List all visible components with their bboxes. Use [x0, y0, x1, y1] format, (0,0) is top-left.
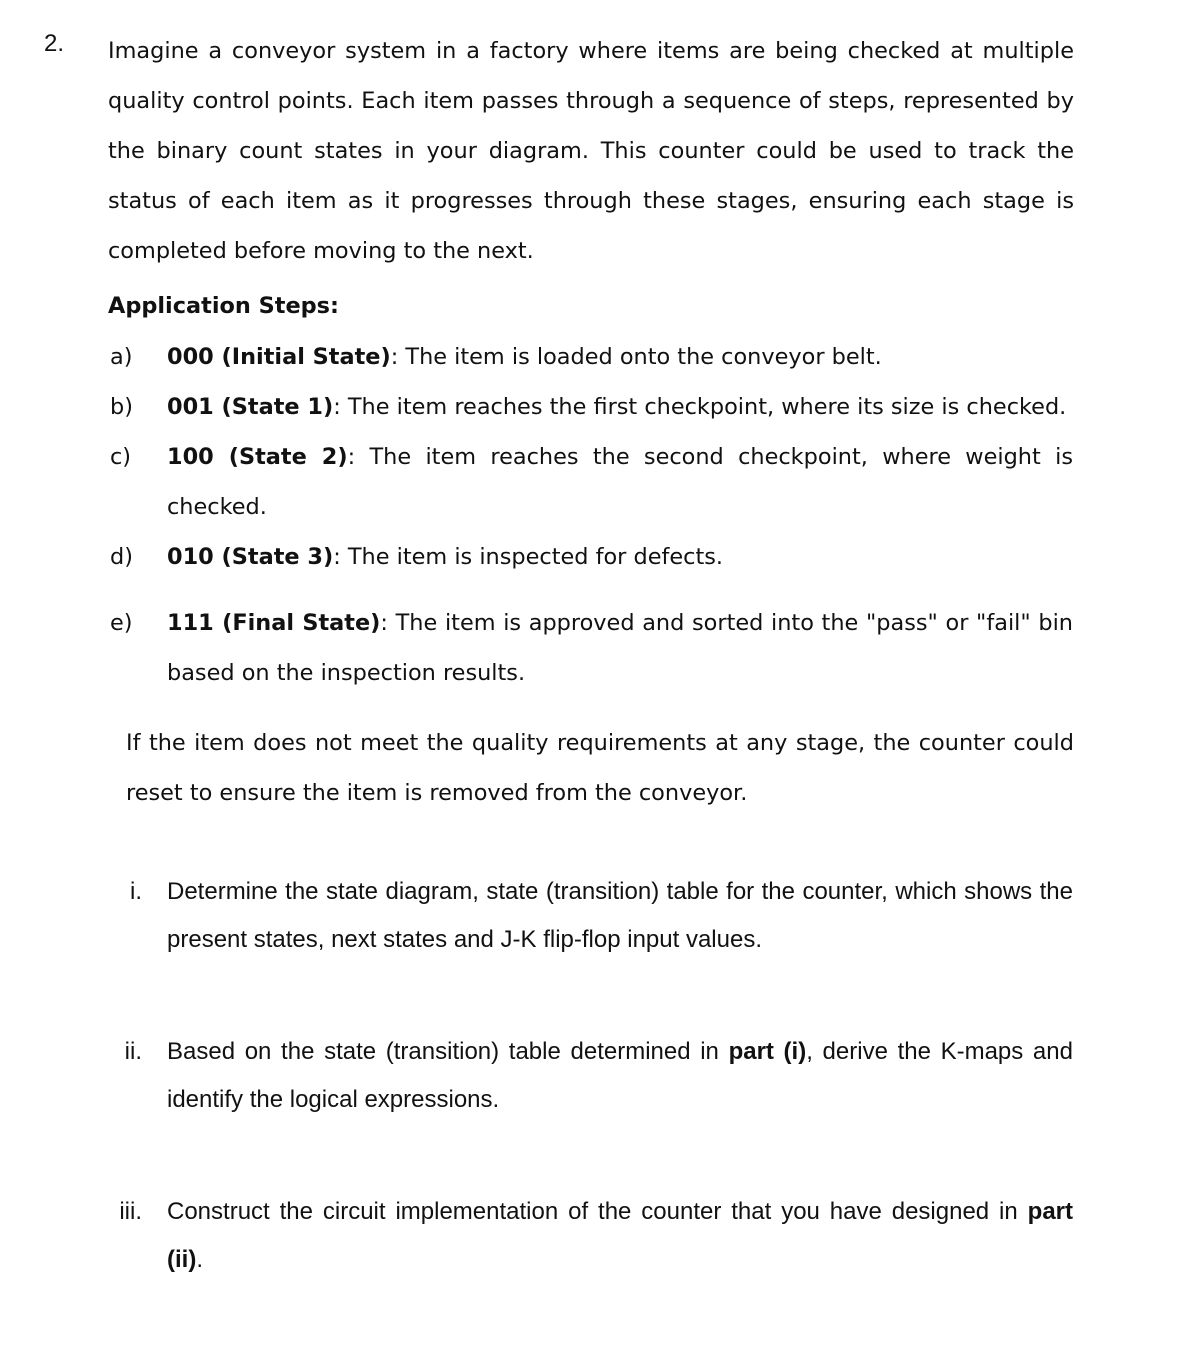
reset-note: If the item does not meet the quality requirements at any stage, the counter could reset to ensure the item is removed from the conveyor. [126, 730, 1074, 806]
step-c [167, 432, 1073, 532]
step-state: 100 (State 2) [167, 444, 348, 470]
question-text-end: , derive the K-maps and identify the logical expressions. [167, 1038, 1073, 1113]
step-label-d: d) [110, 544, 133, 570]
step-description: : The item reaches the second checkpoint, where weight is checked. [167, 444, 1073, 520]
step-label-b: b) [110, 394, 133, 420]
question-label-ii: ii. [124, 1038, 142, 1065]
step-state: 111 (Final State) [167, 610, 381, 636]
application-steps-heading: Application Steps: [108, 293, 339, 319]
step-a [167, 332, 1073, 382]
question-number: 2. [44, 30, 65, 57]
step-state: 001 (State 1) [167, 394, 334, 420]
question-text: Construct the circuit implementation of the counter that you have designed in [167, 1198, 1028, 1225]
step-description: : The item is approved and sorted into the "pass" or "fail" bin based on the inspection results. [167, 610, 1073, 686]
step-description: : The item is inspected for defects. [333, 544, 724, 570]
question-text: Determine the state diagram, state (transition) table for the counter, which shows the present states, next states and J-K flip-flop input values. [167, 878, 1073, 953]
step-description: : The item reaches the first checkpoint, where its size is checked. [333, 394, 1067, 420]
step-d [167, 532, 1073, 582]
step-label-e: e) [110, 610, 133, 636]
step-label-c: c) [110, 444, 132, 470]
question-i [167, 868, 1073, 964]
step-state: 000 (Initial State) [167, 344, 391, 370]
step-e [167, 598, 1073, 698]
step-b [167, 382, 1073, 432]
question-iii [167, 1188, 1073, 1284]
question-label-i: i. [130, 878, 142, 905]
question-text: Based on the state (transition) table determined in [167, 1038, 729, 1065]
question-text-end: . [196, 1246, 203, 1273]
intro-paragraph: Imagine a conveyor system in a factory where items are being checked at multiple quality control points. Each item passes through a sequence of steps, represented by the binary count states in your diagram. This counter could be used to track the status of each item as it progresses through these stages, ensuring each stage is completed before moving to the next. [108, 38, 1074, 264]
step-state: 010 (State 3) [167, 544, 334, 570]
question-bold-reference: part (i) [728, 1038, 807, 1065]
question-label-iii: iii. [119, 1198, 142, 1225]
question-ii [167, 1028, 1073, 1124]
question-bold-reference: part (ii) [167, 1198, 1073, 1273]
step-description: : The item is loaded onto the conveyor belt. [390, 344, 882, 370]
step-label-a: a) [110, 344, 133, 370]
